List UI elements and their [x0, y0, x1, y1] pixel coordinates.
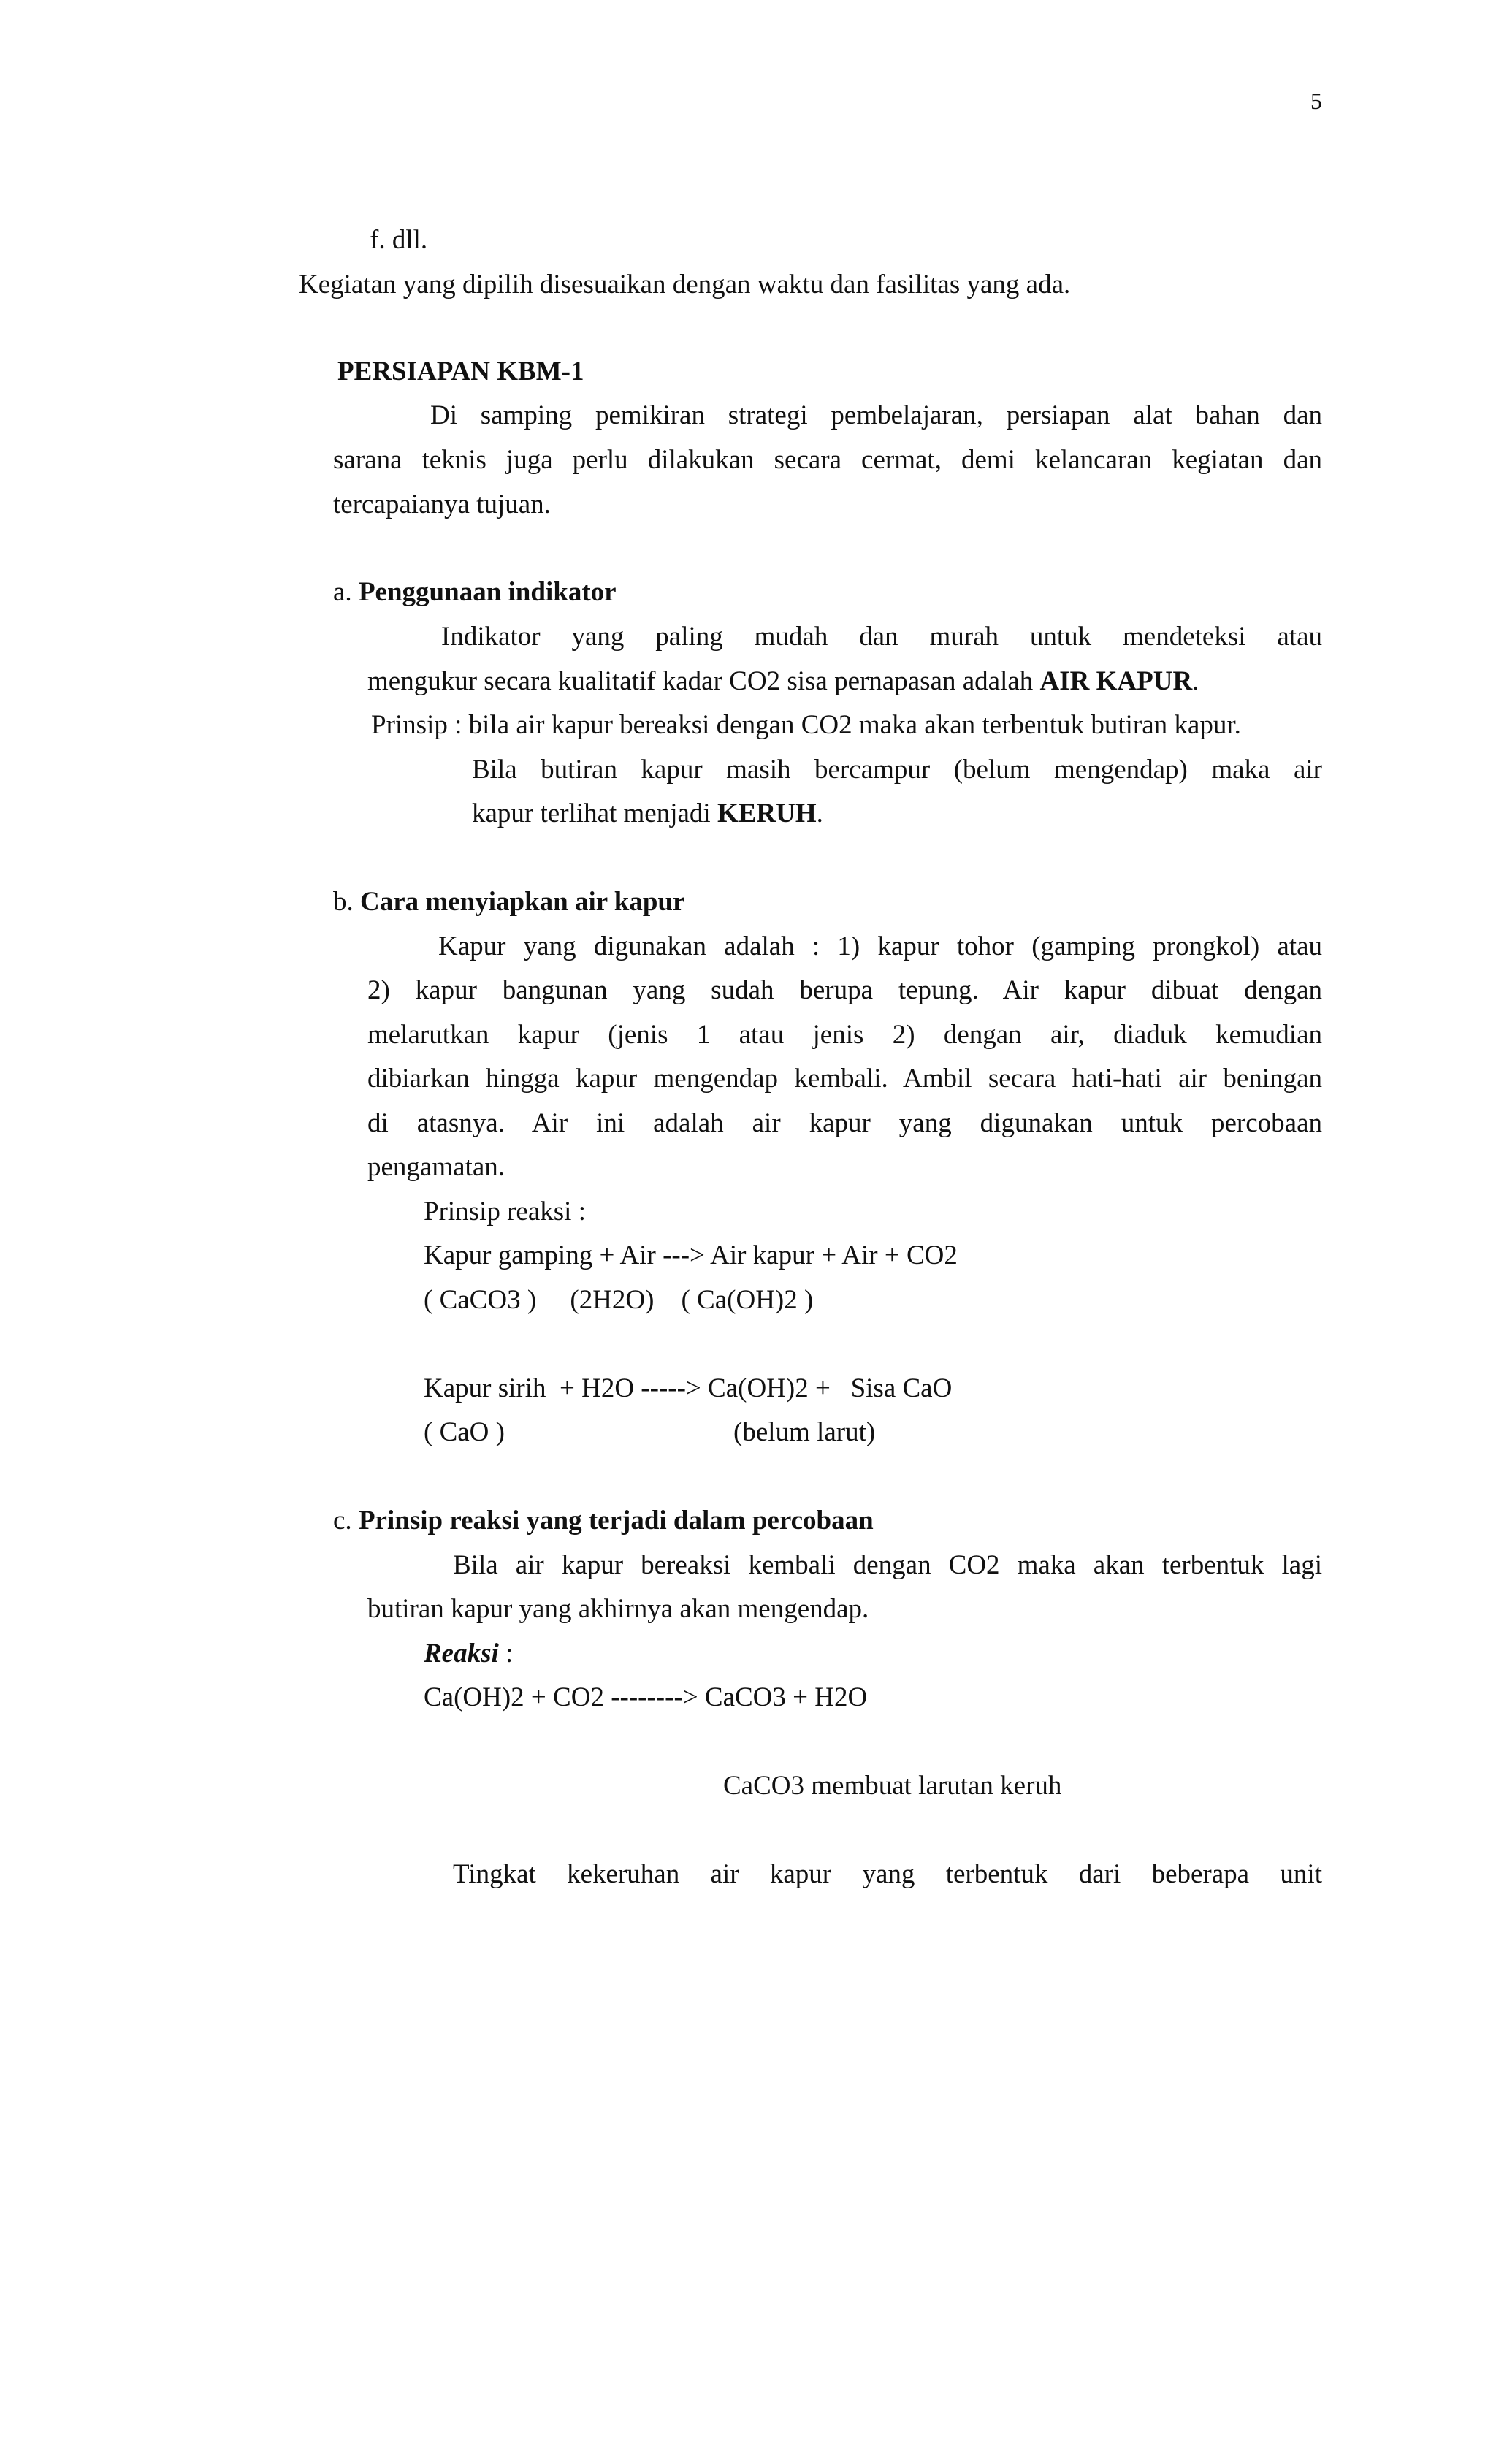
- principle-line: Bila butiran kapur masih bercampur (belum mengendap) maka air: [472, 755, 1322, 785]
- reaction-label-text: Reaksi: [424, 1639, 499, 1668]
- reaction-equation: Kapur gamping + Air ---> Air kapur + Air + CO2: [424, 1240, 958, 1270]
- reaction-formula: ( CaCO3 ) (2H2O) ( Ca(OH)2 ): [424, 1285, 814, 1315]
- emphasis-air-kapur: AIR KAPUR: [1039, 666, 1193, 696]
- text-span: .: [1192, 666, 1199, 696]
- text-span: mengukur secara kualitatif kadar CO2 sisa pernapasan adalah: [367, 666, 1034, 696]
- principle-line: [472, 791, 823, 836]
- subsection-marker: c.: [333, 1506, 352, 1536]
- subsection-a-line: [367, 659, 1199, 703]
- subsection-c-line: butiran kapur yang akhirnya akan mengendap.: [367, 1594, 869, 1624]
- subsection-b-line: melarutkan kapur (jenis 1 atau jenis 2) dengan air, diaduk kemudian: [367, 1020, 1322, 1050]
- emphasis-keruh: KERUH: [717, 798, 817, 828]
- subsection-b-line: di atasnya. Air ini adalah air kapur yang digunakan untuk percobaan: [367, 1108, 1322, 1138]
- subsection-marker: a.: [333, 577, 352, 607]
- text-span: :: [498, 1639, 514, 1668]
- subsection-c-line: Bila air kapur bereaksi kembali dengan CO2 maka akan terbentuk lagi: [453, 1550, 1322, 1580]
- subsection-b-heading: [333, 880, 684, 924]
- page-number: 5: [1310, 88, 1322, 114]
- intro-sentence: Kegiatan yang dipilih disesuaikan dengan waktu dan fasilitas yang ada.: [299, 270, 1071, 300]
- section-paragraph-line: Di samping pemikiran strategi pembelajaran, persiapan alat bahan dan: [430, 400, 1322, 430]
- subsection-c-heading: [333, 1498, 874, 1543]
- text-span: kapur terlihat menjadi: [472, 798, 711, 828]
- subsection-c-last-line: Tingkat kekeruhan air kapur yang terbentuk dari beberapa unit: [453, 1859, 1322, 1889]
- reaction-formula: (belum larut): [733, 1417, 876, 1447]
- subsection-title: Cara menyiapkan air kapur: [360, 887, 685, 917]
- subsection-b-line: pengamatan.: [367, 1152, 505, 1182]
- reaction-label: [424, 1631, 513, 1676]
- subsection-b-line: Kapur yang digunakan adalah : 1) kapur tohor (gamping prongkol) atau: [438, 931, 1322, 961]
- reaction-equation: Ca(OH)2 + CO2 --------> CaCO3 + H2O: [424, 1682, 868, 1712]
- subsection-b-line: dibiarkan hingga kapur mengendap kembali. Ambil secara hati-hati air beningan: [367, 1064, 1322, 1094]
- list-item-f: f. dll.: [370, 225, 428, 255]
- subsection-a-heading: [333, 570, 617, 614]
- principle-line: Prinsip : bila air kapur bereaksi dengan CO2 maka akan terbentuk butiran kapur.: [371, 710, 1241, 740]
- section-paragraph-line: sarana teknis juga perlu dilakukan secara cermat, demi kelancaran kegiatan dan: [333, 445, 1322, 475]
- subsection-title: Penggunaan indikator: [358, 577, 617, 607]
- subsection-a-line: Indikator yang paling mudah dan murah untuk mendeteksi atau: [441, 622, 1322, 652]
- reaction-label: Prinsip reaksi :: [424, 1197, 586, 1227]
- reaction-equation: Kapur sirih + H2O -----> Ca(OH)2 + Sisa CaO: [424, 1373, 953, 1403]
- subsection-marker: b.: [333, 887, 354, 917]
- text-span: .: [816, 798, 823, 828]
- reaction-formula: ( CaO ): [424, 1417, 505, 1447]
- section-paragraph-line: tercapaianya tujuan.: [333, 489, 551, 519]
- reaction-note: CaCO3 membuat larutan keruh: [723, 1771, 1062, 1801]
- section-title: PERSIAPAN KBM-1: [337, 356, 584, 386]
- subsection-b-line: 2) kapur bangunan yang sudah berupa tepung. Air kapur dibuat dengan: [367, 975, 1322, 1005]
- subsection-title: Prinsip reaksi yang terjadi dalam percobaan: [358, 1506, 874, 1536]
